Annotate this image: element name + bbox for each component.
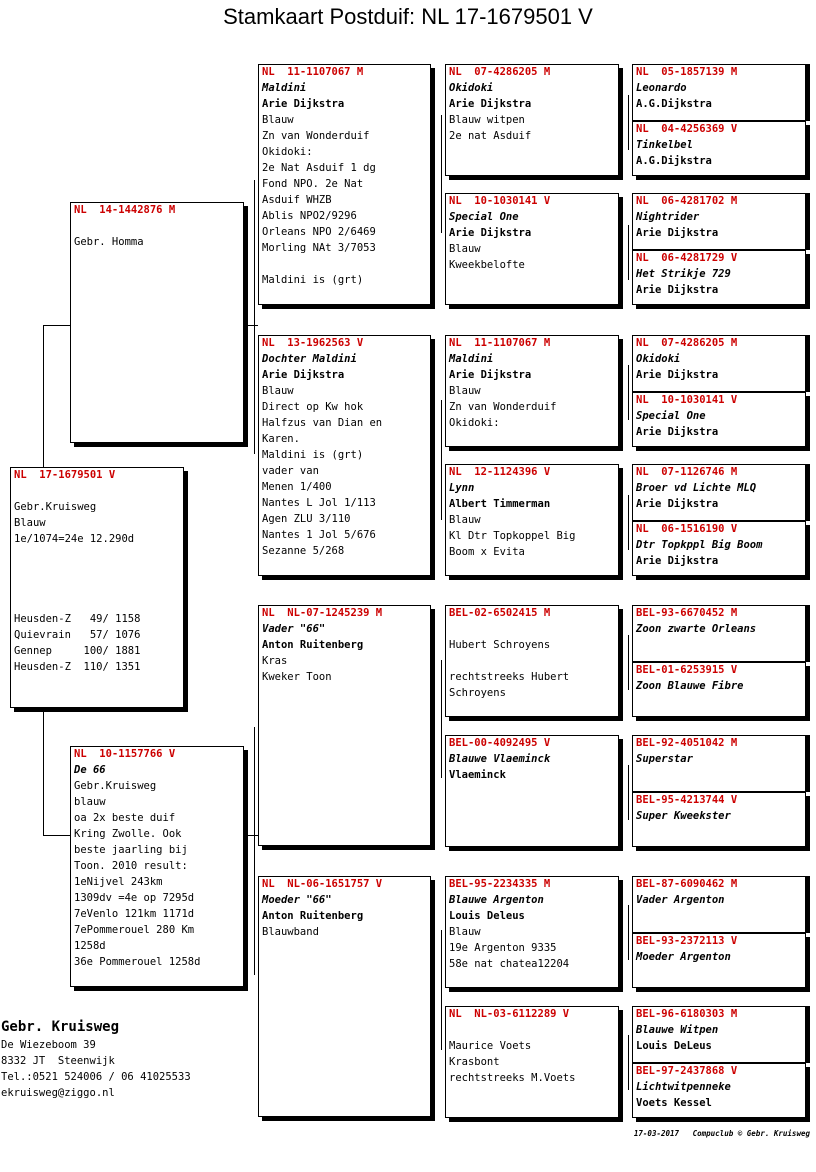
owner-name: Arie Dijkstra bbox=[636, 227, 719, 239]
connector bbox=[254, 727, 255, 975]
owner-name: Arie Dijkstra bbox=[262, 369, 345, 381]
pigeon-card-mmm bbox=[445, 1006, 619, 1118]
pigeon-card-g10 bbox=[632, 662, 806, 717]
info-line bbox=[262, 256, 427, 272]
pigeon-name: Blauwe Argenton bbox=[449, 894, 544, 906]
pigeon-name: Moeder Argenton bbox=[636, 951, 731, 963]
pigeon-name: Lichtwitpenneke bbox=[636, 1081, 731, 1093]
info-line bbox=[449, 621, 615, 637]
pigeon-name: De 66 bbox=[74, 764, 106, 776]
owner-name: Anton Ruitenberg bbox=[262, 639, 364, 651]
pigeon-name: Dochter Maldini bbox=[262, 353, 357, 365]
pigeon-card-g11 bbox=[632, 735, 806, 792]
pigeon-name: Special One bbox=[449, 211, 519, 223]
info-line: Direct op Kw hok bbox=[262, 401, 364, 413]
connector bbox=[43, 835, 70, 836]
info-line: Gebr.Kruisweg bbox=[74, 780, 157, 792]
ring-number: NL 07-4286205 M bbox=[449, 66, 551, 78]
info-line: oa 2x beste duif bbox=[74, 812, 176, 824]
ring-number: NL NL-03-6112289 V bbox=[449, 1008, 570, 1020]
ring-number: NL NL-07-1245239 M bbox=[262, 607, 383, 619]
info-line bbox=[14, 563, 180, 579]
connector bbox=[628, 225, 629, 280]
info-line: Fond NPO. 2e Nat bbox=[262, 178, 364, 190]
info-line: 58e nat chatea12204 bbox=[449, 958, 570, 970]
info-line: 36e Pommerouel 1258d bbox=[74, 956, 201, 968]
connector bbox=[628, 95, 629, 150]
pigeon-card-ff bbox=[258, 64, 431, 305]
connector bbox=[628, 635, 629, 690]
connector bbox=[43, 325, 44, 469]
connector bbox=[254, 180, 255, 454]
owner-name: Arie Dijkstra bbox=[449, 369, 532, 381]
connector bbox=[628, 1035, 629, 1090]
connector bbox=[43, 325, 70, 326]
ring-number: BEL-97-2437868 V bbox=[636, 1065, 738, 1077]
ring-number: NL 11-1107067 M bbox=[262, 66, 364, 78]
pigeon-card-ffm bbox=[445, 193, 619, 305]
info-line: Kras bbox=[262, 655, 288, 667]
info-line: Kl Dtr Topkoppel Big bbox=[449, 530, 576, 542]
breeder-email: ekruisweg@ziggo.nl bbox=[1, 1087, 115, 1099]
connector bbox=[628, 365, 629, 420]
pigeon-name: Lynn bbox=[449, 482, 475, 494]
ring-number: NL 13-1962563 V bbox=[262, 337, 364, 349]
info-line: Heusden-Z 110/ 1351 bbox=[14, 661, 141, 673]
ring-number: BEL-93-2372113 V bbox=[636, 935, 738, 947]
info-line: Okidoki: bbox=[449, 417, 500, 429]
pigeon-name: Super Kweekster bbox=[636, 810, 731, 822]
ring-number: BEL-02-6502415 M bbox=[449, 607, 551, 619]
info-line bbox=[14, 579, 180, 595]
pigeon-name: Zoon Blauwe Fibre bbox=[636, 680, 744, 692]
info-line: Blauw bbox=[449, 926, 481, 938]
info-line: rechtstreeks M.Voets bbox=[449, 1072, 576, 1084]
info-line: Morling NAt 3/7053 bbox=[262, 242, 376, 254]
footer-credit: 17-03-2017 Compuclub © Gebr. Kruisweg bbox=[633, 1129, 810, 1138]
breeder-postcode: 8332 JT Steenwijk bbox=[1, 1055, 115, 1067]
ring-number: NL 07-1126746 M bbox=[636, 466, 738, 478]
ring-number: NL 10-1030141 V bbox=[449, 195, 551, 207]
pigeon-card-mmf bbox=[445, 876, 619, 988]
connector bbox=[441, 115, 442, 233]
info-line: Boom x Evita bbox=[449, 546, 525, 558]
owner-name: Arie Dijkstra bbox=[636, 498, 719, 510]
ring-number: NL 06-1516190 V bbox=[636, 523, 738, 535]
pigeon-card-g9 bbox=[632, 605, 806, 662]
info-line: Blauw bbox=[449, 243, 481, 255]
info-line: Blauw bbox=[14, 517, 46, 529]
owner-name: Anton Ruitenberg bbox=[262, 910, 364, 922]
info-line: vader van bbox=[262, 465, 319, 477]
owner-name: Albert Timmerman bbox=[449, 498, 551, 510]
info-line bbox=[449, 653, 615, 669]
pigeon-card-g2 bbox=[632, 121, 806, 176]
page-title: Stamkaart Postduif: NL 17-1679501 V bbox=[223, 4, 593, 29]
pigeon-card-g5 bbox=[632, 335, 806, 392]
pigeon-card-g13 bbox=[632, 876, 806, 933]
ring-number: NL 04-4256369 V bbox=[636, 123, 738, 135]
info-line: beste jaarling bij bbox=[74, 844, 188, 856]
pigeon-name: Zoon zwarte Orleans bbox=[636, 623, 757, 635]
pigeon-name: Tinkelbel bbox=[636, 139, 693, 151]
connector bbox=[628, 765, 629, 820]
pigeon-card-fff bbox=[445, 64, 619, 176]
owner-name: Louis DeLeus bbox=[636, 1040, 712, 1052]
owner-name: Arie Dijkstra bbox=[636, 284, 719, 296]
info-line: blauw bbox=[74, 796, 106, 808]
connector bbox=[244, 325, 258, 326]
pigeon-card-g14 bbox=[632, 933, 806, 988]
owner-name: Vlaeminck bbox=[449, 769, 506, 781]
info-line: Maldini is (grt) bbox=[262, 449, 364, 461]
breeder-name: Gebr. Kruisweg bbox=[1, 1019, 120, 1035]
ring-number: NL 14-1442876 M bbox=[74, 204, 176, 216]
info-line: Schroyens bbox=[449, 687, 506, 699]
pigeon-card-g8 bbox=[632, 521, 806, 576]
ring-number: NL 06-4281702 M bbox=[636, 195, 738, 207]
owner-name: A.G.Dijkstra bbox=[636, 155, 712, 167]
info-line: Zn van Wonderduif bbox=[262, 130, 370, 142]
info-line: 2e nat Asduif bbox=[449, 130, 532, 142]
info-line: Nantes L Jol 1/113 bbox=[262, 497, 376, 509]
info-line: Krasbont bbox=[449, 1056, 500, 1068]
breeder-info bbox=[1, 1017, 191, 1101]
connector bbox=[628, 905, 629, 960]
info-line: 1258d bbox=[74, 940, 106, 952]
ring-number: NL 10-1157766 V bbox=[74, 748, 176, 760]
pigeon-card-g1 bbox=[632, 64, 806, 121]
info-line: Toon. 2010 result: bbox=[74, 860, 188, 872]
info-line: Gebr.Kruisweg bbox=[14, 501, 97, 513]
pigeon-name: Het Strikje 729 bbox=[636, 268, 731, 280]
pigeon-name: Special One bbox=[636, 410, 706, 422]
ring-number: BEL-95-2234335 M bbox=[449, 878, 551, 890]
pigeon-card-g7 bbox=[632, 464, 806, 521]
info-line: Sezanne 5/268 bbox=[262, 545, 345, 557]
info-line bbox=[74, 218, 240, 234]
pigeon-name: Blauwe Vlaeminck bbox=[449, 753, 551, 765]
info-line: Karen. bbox=[262, 433, 300, 445]
connector bbox=[441, 930, 442, 1050]
pigeon-name: Vader "66" bbox=[262, 623, 326, 635]
owner-name: A.G.Dijkstra bbox=[636, 98, 712, 110]
pigeon-name: Blauwe Witpen bbox=[636, 1024, 719, 1036]
info-line: Ablis NPO2/9296 bbox=[262, 210, 357, 222]
info-line: 1e/1074=24e 12.290d bbox=[14, 533, 135, 545]
pigeon-name: Broer vd Lichte MLQ bbox=[636, 482, 757, 494]
info-line bbox=[14, 483, 180, 499]
pigeon-card-g3 bbox=[632, 193, 806, 250]
ring-number: BEL-00-4092495 V bbox=[449, 737, 551, 749]
info-line: 7eVenlo 121km 1171d bbox=[74, 908, 195, 920]
connector bbox=[441, 400, 442, 520]
ring-number: BEL-93-6670452 M bbox=[636, 607, 738, 619]
pigeon-name: Dtr Topkppl Big Boom bbox=[636, 539, 763, 551]
owner-name: Voets Kessel bbox=[636, 1097, 712, 1109]
info-line bbox=[14, 547, 180, 563]
ring-number: NL 17-1679501 V bbox=[14, 469, 116, 481]
owner-name: Arie Dijkstra bbox=[449, 98, 532, 110]
pigeon-name: Vader Argenton bbox=[636, 894, 725, 906]
info-line: Blauwband bbox=[262, 926, 319, 938]
info-line: Asduif WHZB bbox=[262, 194, 332, 206]
pigeon-card-fmm bbox=[445, 464, 619, 576]
breeder-address: De Wiezeboom 39 bbox=[1, 1039, 96, 1051]
info-line: Heusden-Z 49/ 1158 bbox=[14, 613, 141, 625]
info-line: Kweker Toon bbox=[262, 671, 332, 683]
info-line: 2e Nat Asduif 1 dg bbox=[262, 162, 376, 174]
info-line: Blauw witpen bbox=[449, 114, 525, 126]
pigeon-card-fm bbox=[258, 335, 431, 576]
pigeon-card-mff bbox=[445, 605, 619, 717]
ring-number: BEL-95-4213744 V bbox=[636, 794, 738, 806]
pigeon-name: Okidoki bbox=[636, 353, 681, 365]
owner-name: Arie Dijkstra bbox=[449, 227, 532, 239]
info-line: Blauw bbox=[262, 385, 294, 397]
pigeon-card-father bbox=[70, 202, 244, 443]
owner-name: Arie Dijkstra bbox=[636, 369, 719, 381]
info-line: Gennep 100/ 1881 bbox=[14, 645, 141, 657]
info-line: Halfzus van Dian en bbox=[262, 417, 383, 429]
pigeon-card-main bbox=[10, 467, 184, 708]
info-line: Kweekbelofte bbox=[449, 259, 525, 271]
pigeon-card-mm bbox=[258, 876, 431, 1117]
info-line: Nantes 1 Jol 5/676 bbox=[262, 529, 376, 541]
pigeon-card-fmf bbox=[445, 335, 619, 447]
owner-name: Louis Deleus bbox=[449, 910, 525, 922]
ring-number: NL 05-1857139 M bbox=[636, 66, 738, 78]
info-line: Menen 1/400 bbox=[262, 481, 332, 493]
info-line: Agen ZLU 3/110 bbox=[262, 513, 351, 525]
connector bbox=[43, 710, 44, 835]
pigeon-name: Nightrider bbox=[636, 211, 700, 223]
info-line: Hubert Schroyens bbox=[449, 639, 551, 651]
info-line: 19e Argenton 9335 bbox=[449, 942, 557, 954]
info-line: 1eNijvel 243km bbox=[74, 876, 163, 888]
pigeon-card-g12 bbox=[632, 792, 806, 847]
info-line bbox=[14, 595, 180, 611]
ring-number: NL 10-1030141 V bbox=[636, 394, 738, 406]
info-line: Blauw bbox=[262, 114, 294, 126]
owner-name: Arie Dijkstra bbox=[636, 426, 719, 438]
pigeon-name: Moeder "66" bbox=[262, 894, 332, 906]
ring-number: BEL-96-6180303 M bbox=[636, 1008, 738, 1020]
pigeon-card-mother bbox=[70, 746, 244, 987]
info-line: Blauw bbox=[449, 385, 481, 397]
info-line bbox=[449, 1022, 615, 1038]
ring-number: NL 12-1124396 V bbox=[449, 466, 551, 478]
info-line: Maurice Voets bbox=[449, 1040, 532, 1052]
info-line: Blauw bbox=[449, 514, 481, 526]
owner-name: Arie Dijkstra bbox=[262, 98, 345, 110]
pigeon-name: Superstar bbox=[636, 753, 693, 765]
pigeon-card-mfm bbox=[445, 735, 619, 847]
ring-number: NL 06-4281729 V bbox=[636, 252, 738, 264]
connector bbox=[441, 660, 442, 778]
info-line: Quievrain 57/ 1076 bbox=[14, 629, 141, 641]
pigeon-name: Leonardo bbox=[636, 82, 687, 94]
pigeon-card-g15 bbox=[632, 1006, 806, 1063]
pigeon-card-g16 bbox=[632, 1063, 806, 1118]
pigeon-name: Maldini bbox=[449, 353, 494, 365]
pigeon-name: Okidoki bbox=[449, 82, 494, 94]
ring-number: BEL-92-4051042 M bbox=[636, 737, 738, 749]
info-line: Okidoki: bbox=[262, 146, 313, 158]
info-line: 7ePommerouel 280 Km bbox=[74, 924, 195, 936]
ring-number: BEL-87-6090462 M bbox=[636, 878, 738, 890]
pigeon-name: Maldini bbox=[262, 82, 307, 94]
info-line: 1309dv =4e op 7295d bbox=[74, 892, 195, 904]
info-line: Gebr. Homma bbox=[74, 236, 144, 248]
connector bbox=[244, 835, 258, 836]
ring-number: NL NL-06-1651757 V bbox=[262, 878, 383, 890]
ring-number: NL 07-4286205 M bbox=[636, 337, 738, 349]
pigeon-card-g6 bbox=[632, 392, 806, 447]
pigeon-card-mf bbox=[258, 605, 431, 846]
info-line: Maldini is (grt) bbox=[262, 274, 364, 286]
connector bbox=[628, 495, 629, 550]
info-line: rechtstreeks Hubert bbox=[449, 671, 570, 683]
owner-name: Arie Dijkstra bbox=[636, 555, 719, 567]
breeder-phone: Tel.:0521 524006 / 06 41025533 bbox=[1, 1071, 191, 1083]
pigeon-card-g4 bbox=[632, 250, 806, 305]
info-line: Kring Zwolle. Ook bbox=[74, 828, 182, 840]
info-line: Zn van Wonderduif bbox=[449, 401, 557, 413]
info-line: Orleans NPO 2/6469 bbox=[262, 226, 376, 238]
ring-number: NL 11-1107067 M bbox=[449, 337, 551, 349]
ring-number: BEL-01-6253915 V bbox=[636, 664, 738, 676]
